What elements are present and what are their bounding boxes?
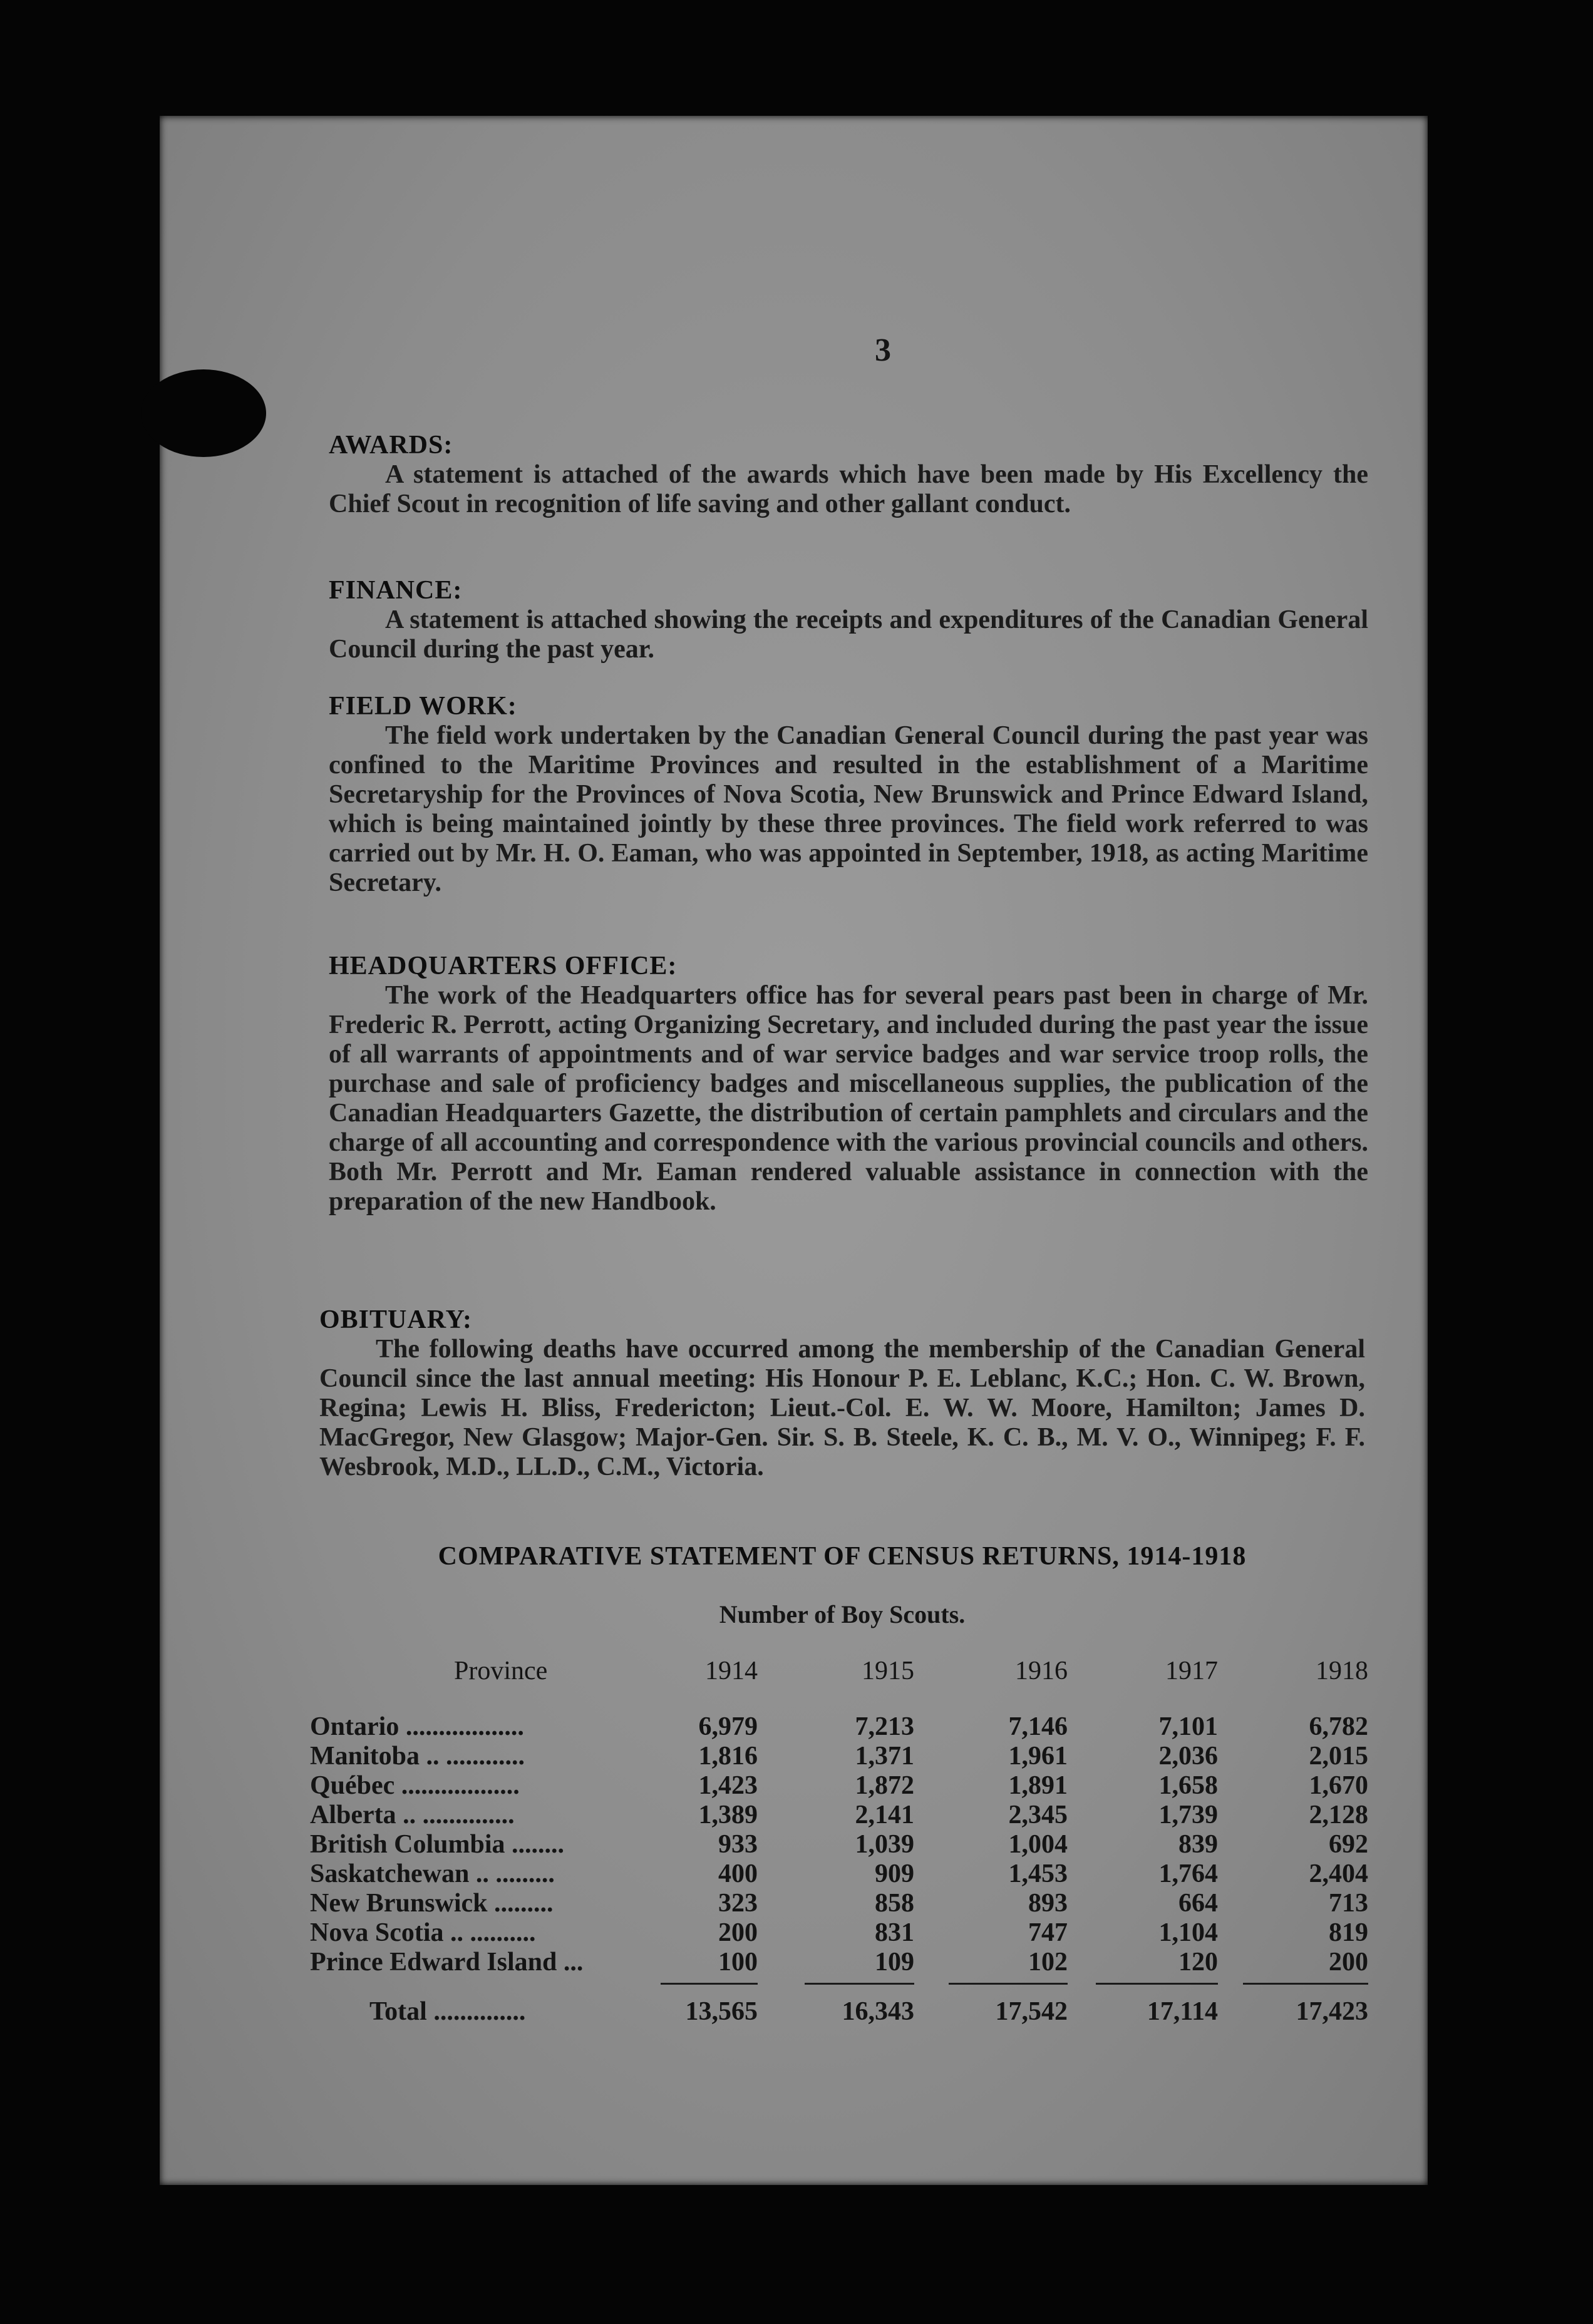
table-cell: 1,004 (1008, 1830, 1068, 1859)
total-cell: 17,423 (1296, 1997, 1368, 2026)
table-cell: 102 (1028, 1948, 1068, 1977)
table-total-row (310, 1997, 1368, 2026)
table-cell: 893 (1028, 1889, 1068, 1918)
table-row (310, 1800, 1368, 1829)
table-cell: 7,101 (1158, 1712, 1218, 1741)
province-name: New Brunswick ......... (310, 1889, 554, 1918)
table-cell: 1,423 (698, 1771, 758, 1800)
table-cell: 200 (1329, 1948, 1368, 1977)
table-cell: 120 (1178, 1948, 1218, 1977)
table-row (310, 1741, 1368, 1771)
province-name: Prince Edward Island ... (310, 1948, 584, 1977)
table-cell: 819 (1329, 1918, 1368, 1947)
province-name: Québec .................. (310, 1771, 520, 1800)
finance-section (329, 576, 1368, 664)
table-cell: 1,658 (1158, 1771, 1218, 1800)
census-table-title: COMPARATIVE STATEMENT OF CENSUS RETURNS, 1914-1918 (438, 1542, 1247, 1571)
total-cell: 16,343 (842, 1997, 914, 2026)
province-name: British Columbia ........ (310, 1830, 565, 1859)
total-cell: 17,542 (995, 1997, 1068, 2026)
field-work-paragraph: The field work undertaken by the Canadian General Council during the past year was confined to the Maritime Provinces and resulted in the establishment of a Maritime Secretaryship for the Provinces of Nova Scotia, New Brunswick and Prince Edward Island, which is being maintained jointly by these three provinces. The field work referred to was carried out by Mr. H. O. Eaman, who was appointed in September, 1918, as acting Maritime Secretary. (329, 721, 1368, 897)
table-cell: 909 (875, 1859, 914, 1888)
total-label: Total .............. (369, 1997, 526, 2026)
awards-section (329, 431, 1368, 519)
table-cell: 1,764 (1158, 1859, 1218, 1888)
province-name: Alberta .. .............. (310, 1801, 515, 1829)
obituary-heading: OBITUARY: (319, 1305, 473, 1334)
table-cell: 100 (718, 1948, 758, 1977)
table-cell: 839 (1178, 1830, 1218, 1859)
table-cell: 7,146 (1008, 1712, 1068, 1741)
total-rule (1243, 1983, 1368, 1985)
table-row (310, 1829, 1368, 1859)
table-cell: 1,371 (855, 1742, 914, 1771)
page-number: 3 (875, 332, 891, 368)
column-header-1917: 1917 (1165, 1657, 1218, 1685)
column-header-1914: 1914 (705, 1657, 758, 1685)
table-cell: 692 (1329, 1830, 1368, 1859)
punch-hole (141, 369, 266, 457)
province-name: Manitoba .. ............ (310, 1742, 525, 1771)
table-cell: 1,389 (698, 1801, 758, 1829)
obituary-section (319, 1305, 1365, 1482)
census-table (310, 1656, 1368, 2026)
column-header-province: Province (454, 1657, 548, 1685)
total-rule (661, 1983, 758, 1985)
table-cell: 747 (1028, 1918, 1068, 1947)
table-cell: 109 (875, 1948, 914, 1977)
province-name: Saskatchewan .. ......... (310, 1859, 555, 1888)
table-row (310, 1771, 1368, 1800)
column-header-1918: 1918 (1316, 1657, 1368, 1685)
table-cell: 323 (718, 1889, 758, 1918)
awards-heading: AWARDS: (329, 431, 453, 460)
total-cell: 13,565 (685, 1997, 758, 2026)
table-cell: 1,453 (1008, 1859, 1068, 1888)
total-rules (310, 1977, 1368, 1985)
table-cell: 1,891 (1008, 1771, 1068, 1800)
table-cell: 2,036 (1158, 1742, 1218, 1771)
column-header-1916: 1916 (1015, 1657, 1068, 1685)
obituary-paragraph: The following deaths have occurred among the membership of the Canadian General Council since the last annual meeting: His Honour P. E. Leblanc, K.C.; Hon. C. W. Brown, Regina; Lewis H. Bliss, Fredericton; Lieut.-Col. E. W. W. Moore, Hamilton; James D. MacGregor, New Glasgow; Major-Gen. Sir. S. B. Steele, K. C. B., M. V. O., Winnipeg; F. F. Wesbrook, M.D., LL.D., C.M., Victoria. (319, 1335, 1365, 1481)
field-work-heading: FIELD WORK: (329, 692, 517, 721)
total-rule (1096, 1983, 1218, 1985)
column-header-1915: 1915 (862, 1657, 914, 1685)
finance-paragraph: A statement is attached showing the receipts and expenditures of the Canadian General Council during the past year. (329, 605, 1368, 664)
table-cell: 7,213 (855, 1712, 914, 1741)
table-row (310, 1859, 1368, 1888)
table-row (310, 1888, 1368, 1918)
table-cell: 1,739 (1158, 1801, 1218, 1829)
table-cell: 933 (718, 1830, 758, 1859)
table-row (310, 1947, 1368, 1977)
table-cell: 1,039 (855, 1830, 914, 1859)
table-cell: 1,670 (1309, 1771, 1368, 1800)
table-cell: 6,782 (1309, 1712, 1368, 1741)
province-name: Nova Scotia .. .......... (310, 1918, 536, 1947)
table-cell: 664 (1178, 1889, 1218, 1918)
headquarters-heading: HEADQUARTERS OFFICE: (329, 952, 678, 980)
province-name: Ontario .................. (310, 1712, 524, 1741)
total-rule (949, 1983, 1068, 1985)
table-cell: 200 (718, 1918, 758, 1947)
table-cell: 1,816 (698, 1742, 758, 1771)
census-table-subtitle: Number of Boy Scouts. (719, 1600, 966, 1628)
table-header-row (310, 1656, 1368, 1685)
table-cell: 6,979 (698, 1712, 758, 1741)
table-row (310, 1918, 1368, 1947)
total-cell: 17,114 (1147, 1997, 1218, 2026)
table-cell: 713 (1329, 1889, 1368, 1918)
table-cell: 831 (875, 1918, 914, 1947)
field-work-section (329, 692, 1368, 898)
table-cell: 858 (875, 1889, 914, 1918)
table-cell: 1,104 (1158, 1918, 1218, 1947)
table-cell: 2,345 (1008, 1801, 1068, 1829)
table-row (310, 1712, 1368, 1741)
headquarters-paragraph: The work of the Headquarters office has for several pears past been in charge of Mr. Frederic R. Perrott, acting Organizing Secretary, and included during the past year the issue of all warrants of appointments and of war service badges and war service troop rolls, the purchase and sale of proficiency badges and miscellaneous supplies, the publication of the Canadian Headquarters Gazette, the distribution of certain pamphlets and circulars and the charge of all accounting and correspondence with the various provincial councils and others. Both Mr. Perrott and Mr. Eaman rendered valuable assistance in connection with the preparation of the new Handbook. (329, 981, 1368, 1216)
table-cell: 2,404 (1309, 1859, 1368, 1888)
finance-heading: FINANCE: (329, 576, 463, 605)
table-cell: 1,872 (855, 1771, 914, 1800)
table-cell: 2,128 (1309, 1801, 1368, 1829)
table-cell: 2,141 (855, 1801, 914, 1829)
table-cell: 1,961 (1008, 1742, 1068, 1771)
awards-paragraph: A statement is attached of the awards which have been made by His Excellency the Chief Scout in recognition of life saving and other gallant conduct. (329, 460, 1368, 518)
table-cell: 400 (718, 1859, 758, 1888)
table-cell: 2,015 (1309, 1742, 1368, 1771)
headquarters-section (329, 952, 1368, 1216)
total-rule (805, 1983, 914, 1985)
